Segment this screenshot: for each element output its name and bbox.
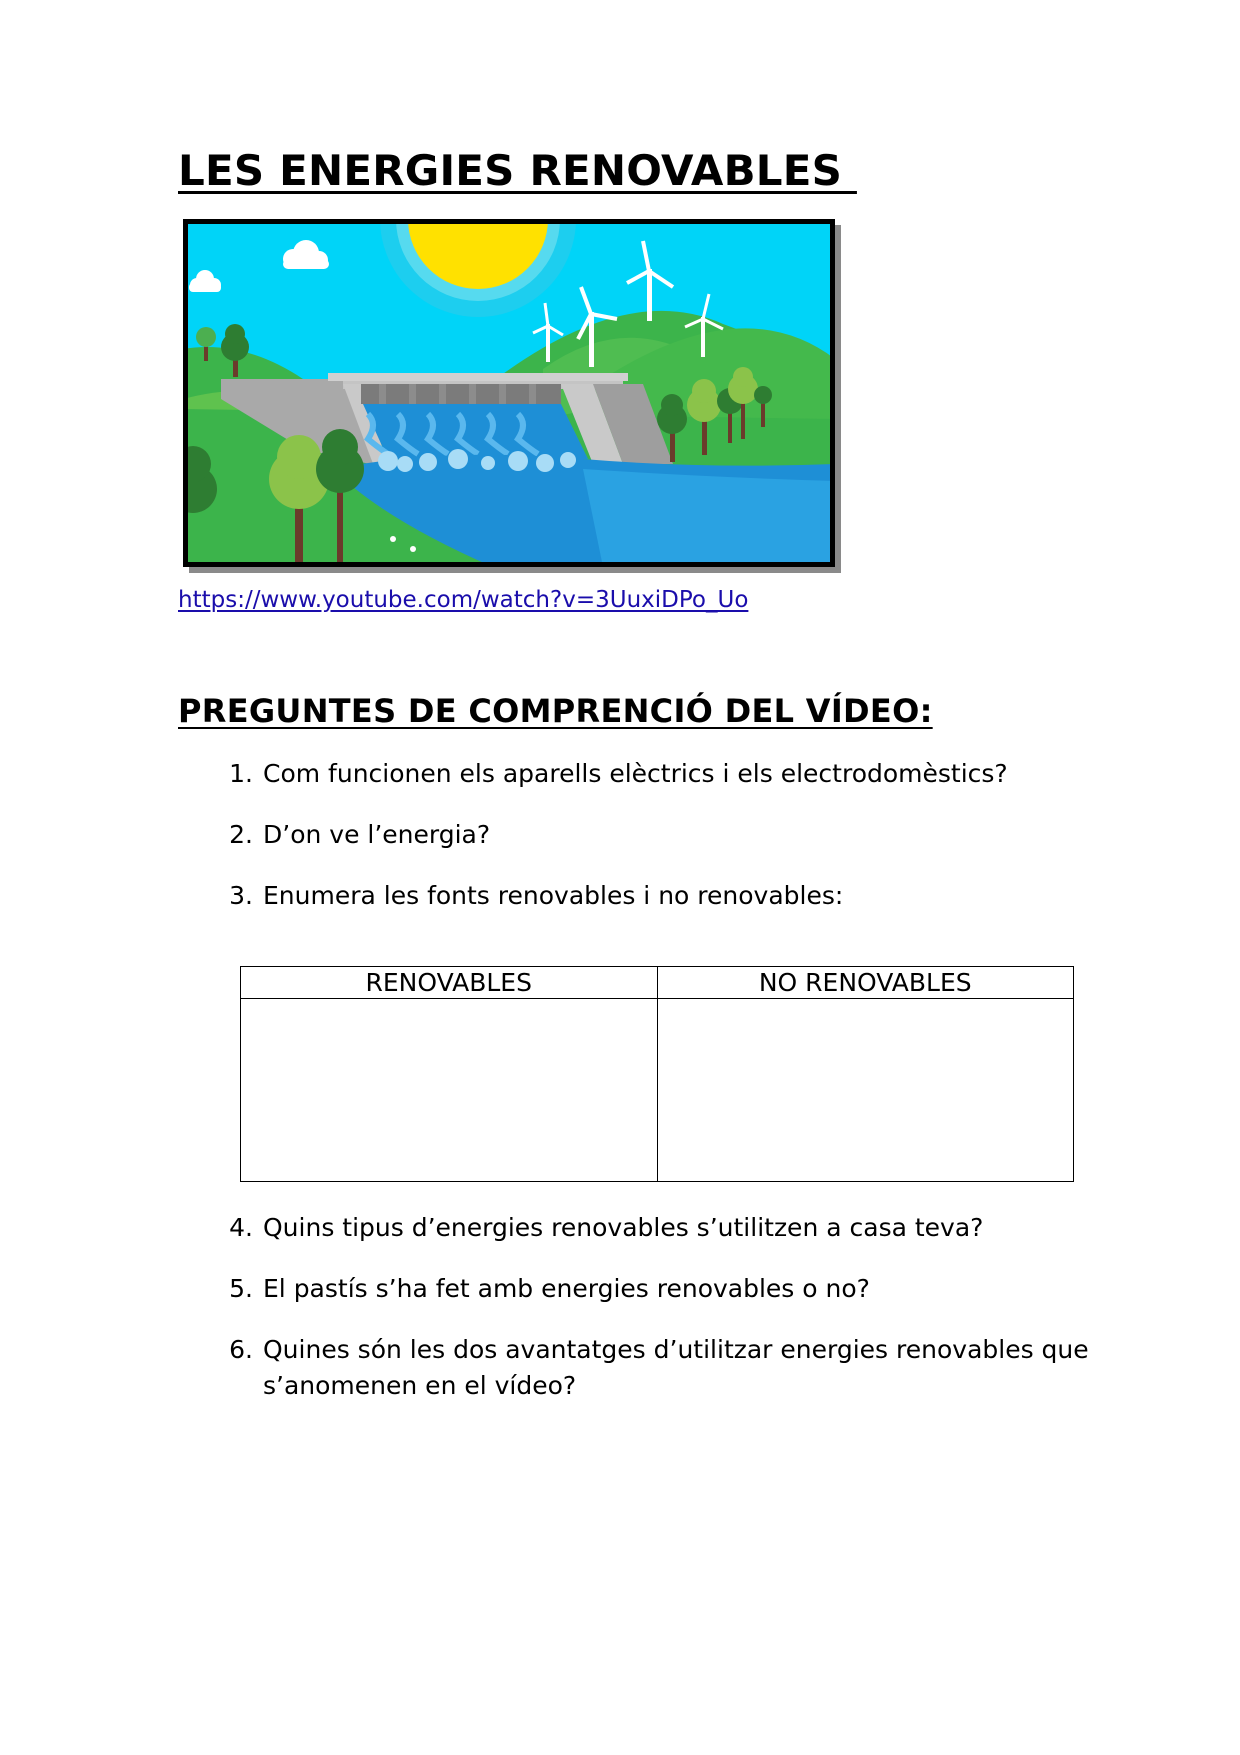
question-item bbox=[210, 1271, 1090, 1307]
flower-icon bbox=[410, 546, 416, 552]
question-number: 4. bbox=[229, 1213, 253, 1242]
questions-heading: PREGUNTES DE COMPRENCIÓ DEL VÍDEO: bbox=[178, 692, 933, 730]
question-number: 6. bbox=[229, 1335, 253, 1364]
youtube-video-link[interactable]: https://www.youtube.com/watch?v=3UuxiDPo_Uo bbox=[178, 587, 749, 613]
question-item bbox=[210, 1210, 1090, 1246]
question-text: Enumera les fonts renovables i no renovables: bbox=[263, 881, 844, 910]
question-item bbox=[210, 756, 1090, 792]
question-item bbox=[210, 817, 1090, 853]
question-item bbox=[210, 878, 1090, 914]
non-renewables-column-header: NO RENOVABLES bbox=[657, 967, 1074, 999]
question-item bbox=[210, 1332, 1090, 1404]
hydroelectric-dam-illustration bbox=[183, 219, 835, 567]
flower-icon bbox=[390, 536, 396, 542]
question-number: 3. bbox=[229, 881, 253, 910]
question-text: Quins tipus d’energies renovables s’utilitzen a casa teva? bbox=[263, 1213, 984, 1242]
renewables-column-header: RENOVABLES bbox=[241, 967, 658, 999]
question-text: Com funcionen els aparells elèctrics i els electrodomèstics? bbox=[263, 759, 1008, 788]
question-number: 1. bbox=[229, 759, 253, 788]
question-number: 5. bbox=[229, 1274, 253, 1303]
question-text: El pastís s’ha fet amb energies renovables o no? bbox=[263, 1274, 870, 1303]
question-number: 2. bbox=[229, 820, 253, 849]
energy-sources-table bbox=[240, 966, 1074, 1182]
non-renewables-answer-cell[interactable] bbox=[657, 999, 1074, 1182]
renewables-answer-cell[interactable] bbox=[241, 999, 658, 1182]
page-title: LES ENERGIES RENOVABLES bbox=[178, 146, 857, 195]
question-text: Quines són les dos avantatges d’utilitzar energies renovables que s’anomenen en el vídeo? bbox=[263, 1335, 1089, 1400]
question-text: D’on ve l’energia? bbox=[263, 820, 491, 849]
